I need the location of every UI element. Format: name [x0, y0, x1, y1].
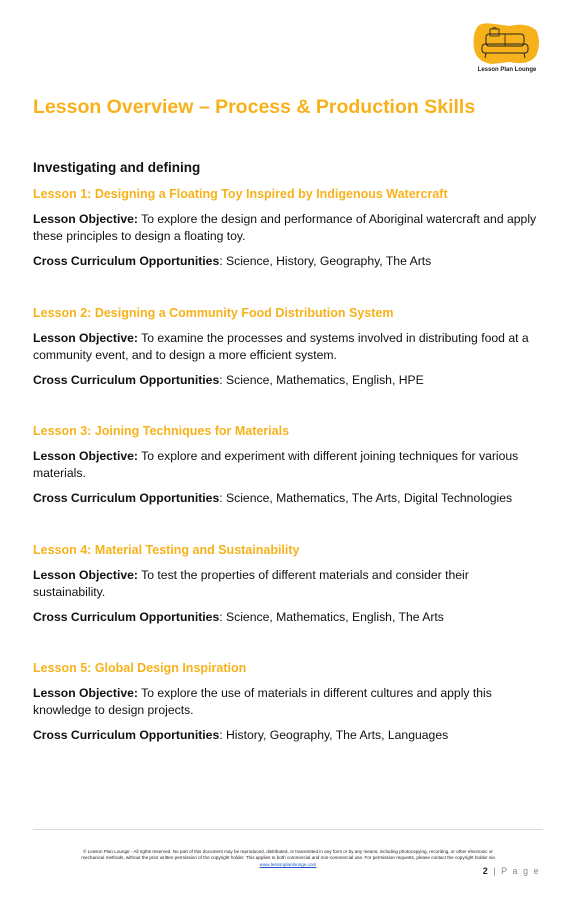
- lesson-title: Lesson 3: Joining Techniques for Materials: [33, 424, 290, 438]
- lesson-2: [33, 306, 543, 389]
- cross-curriculum: [33, 609, 543, 626]
- copyright-line-2: mechanical methods, without the prior written permission of the copyright holder. This applies to both commercial and non-commercial use. For permission requests, please contact the copyright holder via: [81, 855, 495, 861]
- objective-label: Lesson Objective:: [33, 212, 138, 226]
- cross-text: : Science, Mathematics, English, The Arts: [219, 610, 444, 624]
- lesson-title: Lesson 5: Global Design Inspiration: [33, 661, 247, 675]
- cross-text: : Science, Mathematics, The Arts, Digital Technologies: [219, 491, 513, 505]
- website-link[interactable]: www.lessonplanlounge.com: [259, 861, 317, 867]
- objective-label: Lesson Objective:: [33, 568, 138, 582]
- cross-text: : Science, Mathematics, English, HPE: [219, 373, 424, 387]
- cross-curriculum: [33, 490, 543, 507]
- sofa-logo-icon: [470, 20, 544, 68]
- logo: [470, 20, 544, 80]
- cross-text: : Science, History, Geography, The Arts: [219, 254, 432, 268]
- objective-text: To explore the design and performance of Aboriginal watercraft and apply these principles to design a floating toy.: [33, 212, 537, 243]
- objective-label: Lesson Objective:: [33, 449, 138, 463]
- objective-text: To examine the processes and systems involved in distributing food at a community event, and to design a more efficient system.: [33, 331, 529, 362]
- cross-text: : History, Geography, The Arts, Languages: [219, 728, 449, 742]
- lesson-title: Lesson 4: Material Testing and Sustainability: [33, 543, 300, 557]
- objective-label: Lesson Objective:: [33, 686, 138, 700]
- lesson-objective: [33, 448, 543, 482]
- page-title: Lesson Overview – Process & Production Skills: [33, 96, 476, 118]
- cross-label: Cross Curriculum Opportunities: [33, 491, 220, 505]
- page-number: [483, 866, 540, 876]
- objective-text: To explore the use of materials in different cultures and apply this knowledge to design projects.: [33, 686, 492, 717]
- logo-text: Lesson Plan Lounge: [477, 67, 537, 73]
- lesson-1: [33, 187, 543, 270]
- copyright-notice: [38, 849, 538, 868]
- lesson-objective: [33, 330, 543, 364]
- lesson-objective: [33, 567, 543, 601]
- lesson-objective: [33, 211, 543, 245]
- lesson-objective: [33, 685, 543, 719]
- cross-curriculum: [33, 372, 543, 389]
- section-heading: Investigating and defining: [33, 160, 201, 175]
- objective-label: Lesson Objective:: [33, 331, 138, 345]
- cross-label: Cross Curriculum Opportunities: [33, 373, 220, 387]
- lesson-title: Lesson 1: Designing a Floating Toy Inspired by Indigenous Watercraft: [33, 187, 448, 201]
- page-label: | P a g e: [493, 866, 540, 876]
- cross-curriculum: [33, 253, 543, 270]
- cross-label: Cross Curriculum Opportunities: [33, 610, 220, 624]
- objective-text: To test the properties of different materials and consider their sustainability.: [33, 568, 469, 599]
- lesson-title: Lesson 2: Designing a Community Food Distribution System: [33, 306, 394, 320]
- lesson-4: [33, 543, 543, 626]
- footer-divider: [33, 829, 543, 830]
- cross-label: Cross Curriculum Opportunities: [33, 254, 220, 268]
- copyright-line-1: © Lesson Plan Lounge - All rights reserved. No part of this document may be reproduced, distributed, or transmitted in any form or by any means, including photocopying, recording, or other electronic or: [83, 849, 493, 854]
- objective-text: To explore and experiment with different joining techniques for various materials.: [33, 449, 519, 480]
- lesson-5: [33, 661, 543, 744]
- page-number-value: 2: [482, 866, 490, 876]
- cross-curriculum: [33, 727, 543, 744]
- cross-label: Cross Curriculum Opportunities: [33, 728, 220, 742]
- lesson-3: [33, 424, 543, 507]
